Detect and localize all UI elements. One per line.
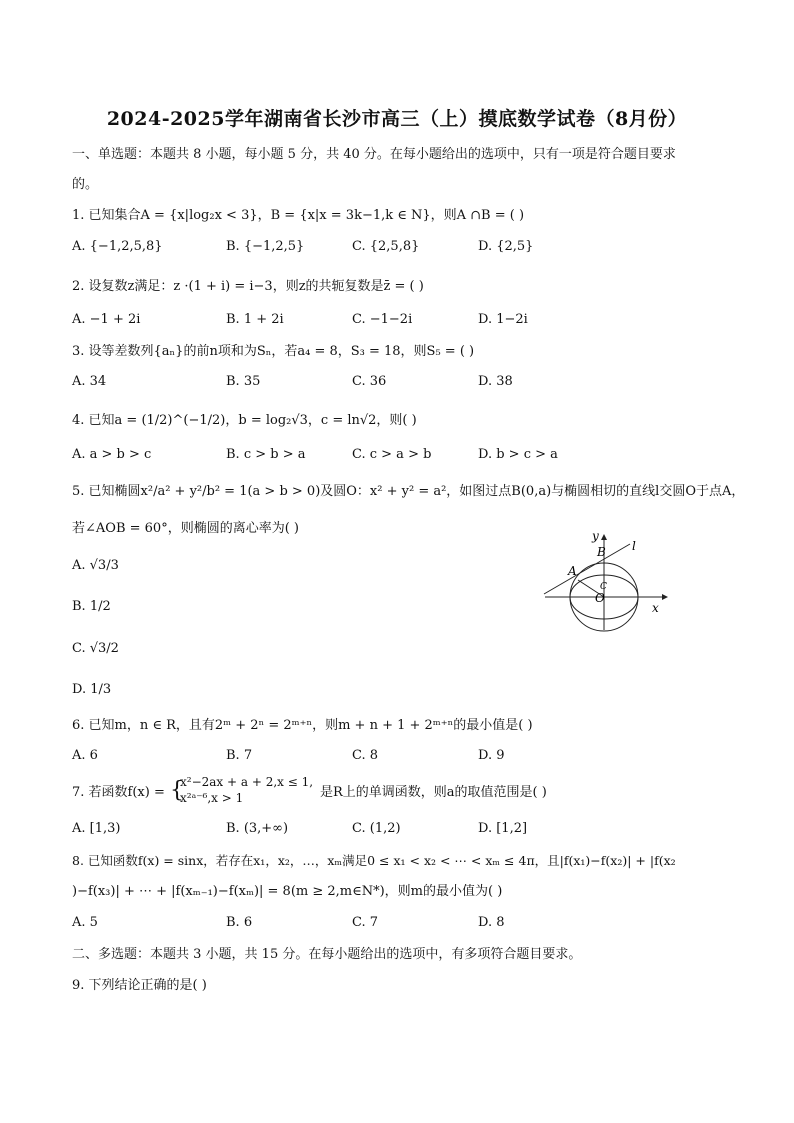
- question-2-option-d: D. 1−2i: [478, 312, 528, 327]
- question-1-option-d: D. {2,5}: [478, 239, 534, 254]
- label-c: C: [600, 582, 607, 592]
- question-6-stem: 6. 已知m，n ∈ R，且有2ᵐ + 2ⁿ = 2ᵐ⁺ⁿ，则m + n + 1 + 2ᵐ⁺ⁿ的最小值是( ): [72, 718, 533, 733]
- question-3-stem: 3. 设等差数列{aₙ}的前n项和为Sₙ，若a₄ = 8，S₃ = 18，则S₅ = ( ): [72, 344, 475, 359]
- tangent-line-l: [544, 544, 630, 594]
- label-a: A: [568, 564, 577, 578]
- section-1-instructions: 一、单选题：本题共 8 小题，每小题 5 分，共 40 分。在每小题给出的选项中，只有一项是符合题目要求: [72, 147, 676, 162]
- question-4-option-d: D. b > c > a: [478, 447, 558, 462]
- question-4-option-b: B. c > b > a: [226, 447, 306, 462]
- question-7-option-c: C. (1,2): [352, 821, 401, 836]
- question-7-option-d: D. [1,2]: [478, 821, 528, 836]
- y-axis-arrow: [601, 534, 607, 540]
- question-7-option-b: B. (3,+∞): [226, 821, 289, 836]
- question-5-option-b: B. 1/2: [72, 599, 111, 614]
- x-axis-arrow: [662, 594, 668, 600]
- question-7-case-1: x²−2ax + a + 2,x ≤ 1,: [180, 775, 314, 789]
- question-3-option-b: B. 35: [226, 374, 261, 389]
- question-2-option-a: A. −1 + 2i: [72, 312, 141, 327]
- question-6-option-d: D. 9: [478, 748, 505, 763]
- question-8-option-c: C. 7: [352, 915, 379, 930]
- question-8-option-d: D. 8: [478, 915, 505, 930]
- question-9-stem: 9. 下列结论正确的是( ): [72, 978, 207, 993]
- question-3-option-d: D. 38: [478, 374, 513, 389]
- piecewise-brace: {: [170, 778, 184, 803]
- label-x: x: [652, 601, 659, 615]
- question-8-option-a: A. 5: [72, 915, 98, 930]
- question-7-stem-post: 是R上的单调函数，则a的取值范围是( ): [320, 785, 547, 800]
- question-7-case-2: x²ᵃ⁻⁶,x > 1: [180, 791, 244, 805]
- page-title: 2024-2025学年湖南省长沙市高三（上）摸底数学试卷（8月份）: [106, 108, 688, 130]
- question-3-option-a: A. 34: [72, 374, 107, 389]
- ellipse-circle-figure: [540, 532, 670, 632]
- question-5-stem-cont: 若∠AOB = 60°，则椭圆的离心率为( ): [72, 521, 299, 536]
- question-6-option-a: A. 6: [72, 748, 98, 763]
- label-y: y: [592, 532, 599, 543]
- question-5-option-a: A. √3/3: [72, 558, 119, 573]
- question-1-stem: 1. 已知集合A = {x|log₂x < 3}，B = {x|x = 3k−1,k ∈ N}，则A ∩B = ( ): [72, 208, 525, 223]
- question-1-option-b: B. {−1,2,5}: [226, 239, 305, 254]
- section-1-instructions-cont: 的。: [72, 177, 99, 192]
- question-2-stem: 2. 设复数z满足：z ·(1 + i) = i−3，则z的共轭复数是z̄ = ( ): [72, 279, 424, 294]
- question-4-option-a: A. a > b > c: [72, 447, 152, 462]
- label-b: B: [597, 545, 606, 559]
- question-6-option-c: C. 8: [352, 748, 379, 763]
- question-8-stem-cont: )−f(x₃)| + ⋯ + |f(xₘ₋₁)−f(xₘ)| = 8(m ≥ 2,m∈N*)，则m的最小值为( ): [72, 884, 503, 899]
- question-5-option-d: D. 1/3: [72, 682, 112, 697]
- question-2-option-b: B. 1 + 2i: [226, 312, 284, 327]
- question-7-option-a: A. [1,3): [72, 821, 121, 836]
- question-3-option-c: C. 36: [352, 374, 387, 389]
- question-8-option-b: B. 6: [226, 915, 253, 930]
- question-2-option-c: C. −1−2i: [352, 312, 413, 327]
- label-o: O: [595, 591, 605, 605]
- question-5-stem: 5. 已知椭圆x²/a² + y²/b² = 1(a > b > 0)及圆O：x² + y² = a²，如图过点B(0,a)与椭圆相切的直线l交圆O于点A，: [72, 484, 745, 499]
- question-5-option-c: C. √3/2: [72, 641, 119, 656]
- section-2-instructions: 二、多选题：本题共 3 小题，共 15 分。在每小题给出的选项中，有多项符合题目要求。: [72, 947, 582, 962]
- question-1-option-c: C. {2,5,8}: [352, 239, 420, 254]
- question-8-stem: 8. 已知函数f(x) = sinx，若存在x₁，x₂，…，xₘ满足0 ≤ x₁ < x₂ < ⋯ < xₘ ≤ 4π，且|f(x₁)−f(x₂)| + |f(x₂: [72, 853, 676, 868]
- label-l: l: [632, 539, 636, 553]
- question-4-stem: 4. 已知a = (1/2)^(−1/2)，b = log₂√3，c = ln√2，则( ): [72, 413, 417, 428]
- question-6-option-b: B. 7: [226, 748, 253, 763]
- question-4-option-c: C. c > a > b: [352, 447, 432, 462]
- question-7-stem-pre: 7. 若函数f(x) =: [72, 785, 165, 800]
- question-1-option-a: A. {−1,2,5,8}: [72, 239, 163, 254]
